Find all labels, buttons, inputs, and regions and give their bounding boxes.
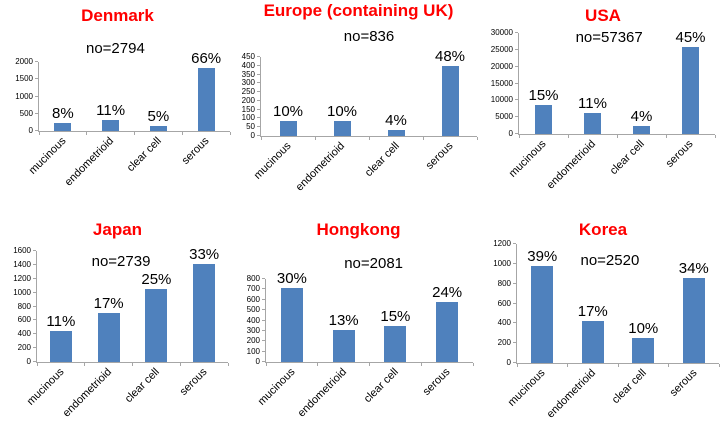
bar-endometrioid (333, 330, 355, 362)
bar-mucinous (535, 105, 552, 134)
y-axis-tick-mark (33, 347, 36, 348)
y-axis-tick-label: 800 (497, 278, 511, 288)
y-axis-tick-mark (257, 65, 260, 66)
sample-size-label: no=2739 (91, 253, 151, 270)
y-axis-tick-label: 30000 (490, 28, 513, 37)
y-axis-tick-mark (513, 322, 516, 323)
y-axis-tick-mark (33, 306, 36, 307)
y-axis-tick-label: 50 (246, 122, 255, 132)
y-axis-tick-label: 300 (241, 78, 255, 88)
bar-clear-cell (633, 126, 650, 134)
bar-value-label: 11% (578, 94, 607, 112)
plot-area (260, 28, 477, 137)
y-axis-tick-label: 0 (26, 357, 31, 366)
bar-value-label: 15% (380, 307, 411, 325)
y-axis-tick-label: 0 (508, 129, 513, 138)
bar-serous (193, 264, 215, 363)
y-axis-tick-mark (262, 320, 265, 321)
y-axis-tick-label: 300 (246, 325, 260, 335)
x-axis-category-label: serous (664, 138, 696, 170)
y-axis-tick-mark (513, 283, 516, 284)
y-axis (482, 239, 511, 367)
bar-value-label: 13% (328, 312, 359, 330)
plot-area (36, 245, 228, 363)
y-axis-tick-mark (515, 99, 518, 100)
bar-clear-cell (145, 289, 167, 362)
sample-size-label: no=836 (343, 28, 395, 45)
sample-size-label: no=2794 (85, 40, 145, 57)
y-axis-tick-label: 1500 (15, 74, 33, 84)
bar-value-label: 34% (678, 260, 709, 278)
y-axis-tick-mark (513, 362, 516, 363)
y-axis-tick-mark (262, 309, 265, 310)
y-axis-tick-label: 1000 (15, 91, 33, 101)
bar-clear-cell (388, 130, 405, 136)
bar-value-label: 24% (432, 284, 463, 302)
y-axis-tick-mark (257, 82, 260, 83)
y-axis-tick-label: 700 (246, 284, 260, 294)
x-axis-tick-mark (230, 132, 231, 135)
x-axis-category-label: endometrioid (62, 135, 117, 189)
x-axis-category-label: mucinous (255, 366, 298, 408)
plot-area (265, 255, 473, 363)
y-axis-tick-mark (513, 243, 516, 244)
y-axis (482, 28, 513, 138)
plot-area (518, 29, 715, 135)
y-axis-tick-mark (257, 135, 260, 136)
y-axis-tick-mark (33, 292, 36, 293)
x-axis-labels (26, 132, 229, 200)
y-axis-tick-label: 600 (17, 315, 31, 325)
bar-value-label: 45% (675, 29, 706, 47)
x-axis-category-label: mucinous (505, 367, 548, 409)
y-axis-tick-label: 450 (241, 52, 255, 61)
bar-serous (682, 47, 699, 134)
x-axis-category-label: endometrioid (544, 367, 599, 421)
bar-serous (198, 68, 215, 131)
bar-value-label: 10% (628, 320, 659, 338)
x-axis-tick-mark (715, 135, 716, 138)
y-axis-tick-label: 200 (246, 336, 260, 346)
x-axis-category-label: endometrioid (294, 140, 348, 194)
x-axis-category-label: clear cell (361, 366, 401, 406)
bar-value-label: 5% (147, 108, 170, 126)
y-axis-tick-label: 400 (246, 315, 260, 325)
y-axis-tick-mark (262, 330, 265, 331)
bar-mucinous (50, 331, 72, 362)
y-axis-tick-mark (257, 126, 260, 127)
bar-mucinous (54, 123, 71, 131)
y-axis-tick-label: 100 (241, 113, 255, 123)
bar-value-label: 17% (93, 295, 124, 313)
bar-serous (436, 302, 458, 362)
y-axis-tick-mark (515, 133, 518, 134)
plot-area (38, 40, 230, 132)
y-axis-tick-label: 1400 (13, 259, 31, 269)
x-axis-category-label: serous (420, 366, 453, 398)
y-axis-tick-mark (33, 264, 36, 265)
y-axis-tick-mark (257, 117, 260, 118)
y-axis-tick-label: 200 (17, 343, 31, 353)
y-axis-tick-mark (257, 91, 260, 92)
bar-value-label: 10% (272, 103, 304, 121)
x-axis-tick-mark (477, 137, 478, 140)
y-axis-tick-label: 1000 (13, 287, 31, 297)
y-axis (235, 52, 255, 140)
x-axis-category-label: serous (177, 366, 210, 398)
y-axis-tick-mark (262, 351, 265, 352)
x-axis-labels (24, 363, 227, 431)
bar-value-label: 30% (276, 269, 307, 287)
y-axis-tick-mark (262, 278, 265, 279)
y-axis-tick-label: 400 (241, 60, 255, 70)
chart-title-usa: USA (585, 6, 621, 25)
y-axis-tick-label: 250 (241, 87, 255, 97)
y-axis-tick-mark (35, 113, 38, 114)
x-axis-category-label: serous (179, 135, 212, 167)
y-axis-tick-label: 10000 (490, 95, 513, 105)
y-axis-tick-label: 1600 (13, 246, 31, 255)
sample-size-label: no=2520 (580, 252, 640, 269)
x-axis-category-label: clear cell (124, 135, 164, 175)
x-axis-category-label: clear cell (609, 367, 649, 407)
x-axis-tick-mark (719, 364, 720, 367)
bar-endometrioid (582, 321, 604, 363)
x-axis-labels (507, 135, 714, 203)
y-axis-tick-mark (33, 333, 36, 334)
chart-denmark (0, 0, 235, 216)
chart-title-japan: Japan (92, 220, 143, 239)
y-axis-tick-label: 0 (255, 357, 260, 366)
bar-mucinous (531, 266, 553, 363)
x-axis-category-label: clear cell (362, 140, 402, 180)
y-axis-tick-label: 20000 (490, 61, 513, 71)
x-axis-category-label: endometrioid (295, 366, 350, 420)
y-axis-tick-mark (515, 49, 518, 50)
y-axis-tick-mark (515, 32, 518, 33)
y-axis-tick-label: 15000 (490, 78, 513, 88)
bar-value-label: 11% (46, 312, 76, 330)
y-axis-tick-label: 0 (506, 358, 511, 367)
x-axis-category-label: endometrioid (60, 366, 115, 420)
bar-value-label: 25% (141, 271, 172, 289)
y-axis-tick-label: 100 (246, 346, 260, 356)
bar-value-label: 17% (577, 303, 608, 321)
x-axis-tick-mark (228, 363, 229, 366)
y-axis-tick-mark (257, 109, 260, 110)
bar-serous (683, 278, 705, 363)
chart-title-denmark: Denmark (81, 6, 154, 25)
y-axis-tick-mark (35, 96, 38, 97)
y-axis-tick-label: 600 (246, 294, 260, 304)
x-axis-category-label: mucinous (26, 135, 69, 177)
y-axis-tick-mark (33, 278, 36, 279)
y-axis-tick-mark (262, 288, 265, 289)
bar-value-label: 4% (630, 108, 653, 126)
y-axis-tick-label: 500 (19, 108, 33, 118)
x-axis-category-label: endometrioid (544, 138, 598, 192)
y-axis-tick-mark (262, 361, 265, 362)
chart-korea (482, 216, 724, 432)
y-axis-tick-label: 0 (28, 126, 33, 135)
y-axis-tick-mark (513, 263, 516, 264)
y-axis-tick-label: 1000 (493, 258, 511, 268)
y-axis-tick-label: 1200 (13, 273, 31, 283)
y-axis-tick-mark (33, 319, 36, 320)
y-axis (235, 274, 260, 366)
bar-value-label: 66% (191, 49, 222, 67)
y-axis-tick-label: 600 (497, 298, 511, 308)
y-axis-tick-label: 5000 (495, 112, 513, 122)
y-axis-tick-mark (515, 66, 518, 67)
x-axis-tick-mark (473, 363, 474, 366)
chart-title-europe: Europe (containing UK) (263, 1, 454, 20)
y-axis-tick-mark (33, 250, 36, 251)
chart-europe (235, 0, 482, 216)
bar-value-label: 11% (96, 102, 126, 120)
x-axis-category-label: serous (667, 367, 700, 399)
x-axis-category-label: mucinous (251, 140, 294, 182)
y-axis-tick-label: 400 (17, 329, 31, 339)
y-axis (0, 57, 33, 135)
sample-size-label: no=2081 (344, 255, 404, 272)
y-axis-tick-label: 800 (246, 274, 260, 283)
y-axis (0, 246, 31, 366)
bar-clear-cell (384, 326, 406, 362)
y-axis-tick-mark (257, 56, 260, 57)
bar-value-label: 4% (385, 112, 407, 130)
y-axis-tick-label: 25000 (490, 44, 513, 54)
bar-value-label: 48% (434, 47, 466, 65)
bar-value-label: 15% (528, 87, 559, 105)
bar-endometrioid (102, 120, 119, 131)
y-axis-tick-mark (515, 116, 518, 117)
y-axis-tick-mark (262, 299, 265, 300)
x-axis-category-label: clear cell (607, 138, 647, 178)
chart-japan (0, 216, 235, 432)
y-axis-tick-mark (515, 83, 518, 84)
y-axis-tick-mark (35, 78, 38, 79)
x-axis-labels (255, 363, 472, 431)
chart-title-korea: Korea (578, 220, 628, 239)
y-axis-tick-mark (257, 74, 260, 75)
y-axis-tick-label: 0 (250, 131, 255, 140)
x-axis-category-label: mucinous (24, 366, 67, 408)
y-axis-tick-label: 200 (241, 95, 255, 105)
bar-mucinous (280, 121, 297, 136)
y-axis-tick-label: 2000 (15, 57, 33, 66)
bar-endometrioid (584, 113, 601, 134)
y-axis-tick-mark (33, 361, 36, 362)
y-axis-tick-label: 350 (241, 69, 255, 79)
x-axis-category-label: clear cell (122, 366, 162, 406)
bar-clear-cell (632, 338, 654, 363)
y-axis-tick-mark (35, 130, 38, 131)
y-axis-tick-label: 400 (497, 318, 511, 328)
bar-clear-cell (150, 126, 167, 131)
x-axis-category-label: serous (423, 140, 456, 172)
y-axis-tick-mark (262, 340, 265, 341)
plot-area (516, 244, 719, 364)
x-axis-labels (251, 137, 476, 205)
bar-endometrioid (98, 313, 120, 362)
y-axis-tick-mark (513, 342, 516, 343)
y-axis-tick-label: 1200 (493, 239, 511, 248)
bar-value-label: 33% (189, 245, 220, 263)
x-axis-category-label: mucinous (507, 138, 549, 180)
bar-value-label: 8% (52, 105, 74, 123)
y-axis-tick-mark (257, 100, 260, 101)
sample-size-label: no=57367 (575, 29, 643, 46)
y-axis-tick-label: 150 (241, 104, 255, 114)
chart-title-hongkong: Hongkong (316, 220, 401, 239)
chart-hongkong (235, 216, 482, 432)
y-axis-tick-mark (513, 303, 516, 304)
x-axis-labels (505, 364, 718, 432)
bar-endometrioid (334, 121, 351, 136)
bar-value-label: 39% (527, 248, 558, 266)
y-axis-tick-label: 500 (246, 305, 260, 315)
y-axis-tick-label: 200 (497, 338, 511, 348)
y-axis-tick-mark (35, 61, 38, 62)
bar-value-label: 10% (326, 103, 358, 121)
chart-usa (482, 0, 724, 216)
bar-serous (442, 66, 459, 136)
y-axis-tick-label: 800 (17, 301, 31, 311)
bar-mucinous (281, 288, 303, 362)
